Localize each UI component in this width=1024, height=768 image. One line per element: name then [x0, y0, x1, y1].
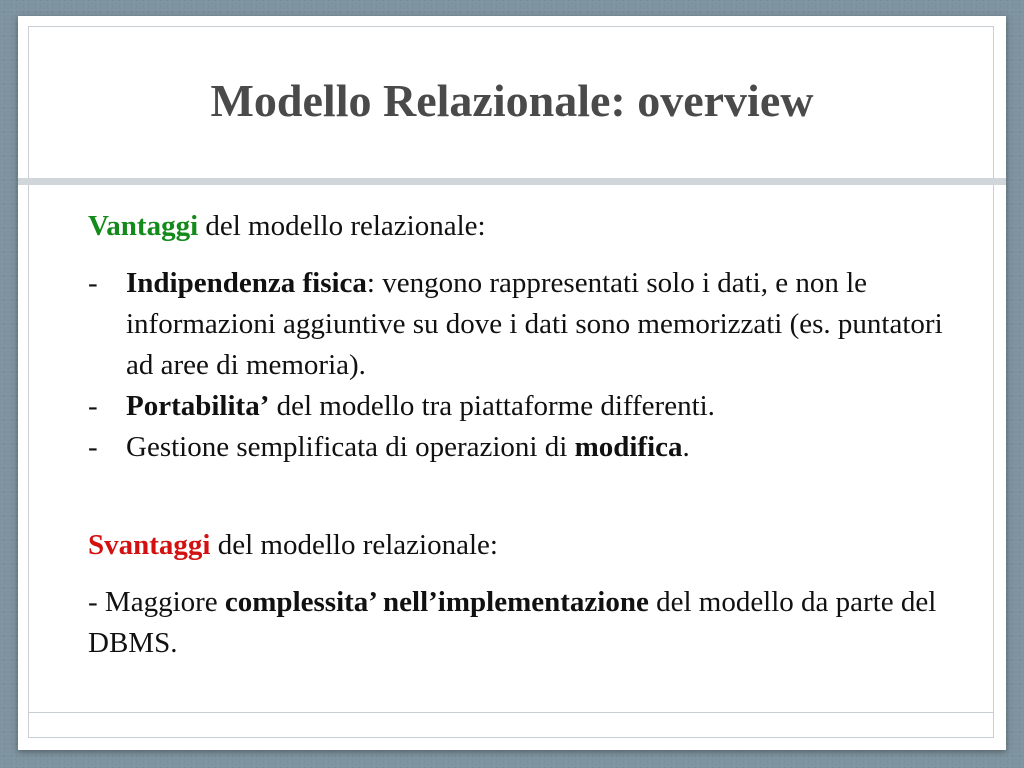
vantaggi-heading [88, 206, 948, 247]
svantaggi-item [88, 582, 948, 664]
footer-divider [28, 712, 994, 713]
bullet-dash: - [88, 390, 98, 422]
item-text: del modello tra piattaforme differenti. [269, 390, 715, 422]
bullet-dash: - [88, 431, 98, 463]
svantaggi-keyword: Svantaggi [88, 529, 211, 561]
svantaggi-prefix: - Maggiore [88, 586, 225, 618]
list-item-gestione [88, 427, 948, 468]
item-bold: Portabilita’ [126, 390, 270, 422]
vantaggi-keyword: Vantaggi [88, 210, 199, 242]
svantaggi-bold: complessita’ nell’implementazione [224, 586, 649, 618]
list-item-portabilita [88, 386, 948, 427]
svantaggi-suffix: del modello da parte del DBMS. [88, 586, 937, 659]
item-text-before: Gestione semplificata di operazioni di [126, 431, 575, 463]
svantaggi-heading [88, 525, 948, 566]
svantaggi-heading-rest: del modello relazionale: [210, 529, 498, 561]
spacer [88, 468, 948, 509]
vantaggi-list [88, 263, 948, 468]
slide-title: Modello Relazionale: overview [210, 75, 814, 126]
item-bold: Indipendenza fisica [126, 267, 367, 299]
bullet-dash: - [88, 267, 98, 299]
item-text-after: . [682, 431, 690, 463]
item-bold: modifica [574, 431, 683, 463]
item-text: : vengono rappresentati solo i dati, e non le informazioni aggiuntive su dove i dati sono memorizzati (es. puntatori ad aree di memoria). [126, 267, 943, 381]
slide-content [88, 206, 948, 664]
list-item-indipendenza [88, 263, 948, 386]
title-divider [18, 178, 1006, 185]
vantaggi-heading-rest: del modello relazionale: [198, 210, 486, 242]
slide [18, 16, 1006, 750]
